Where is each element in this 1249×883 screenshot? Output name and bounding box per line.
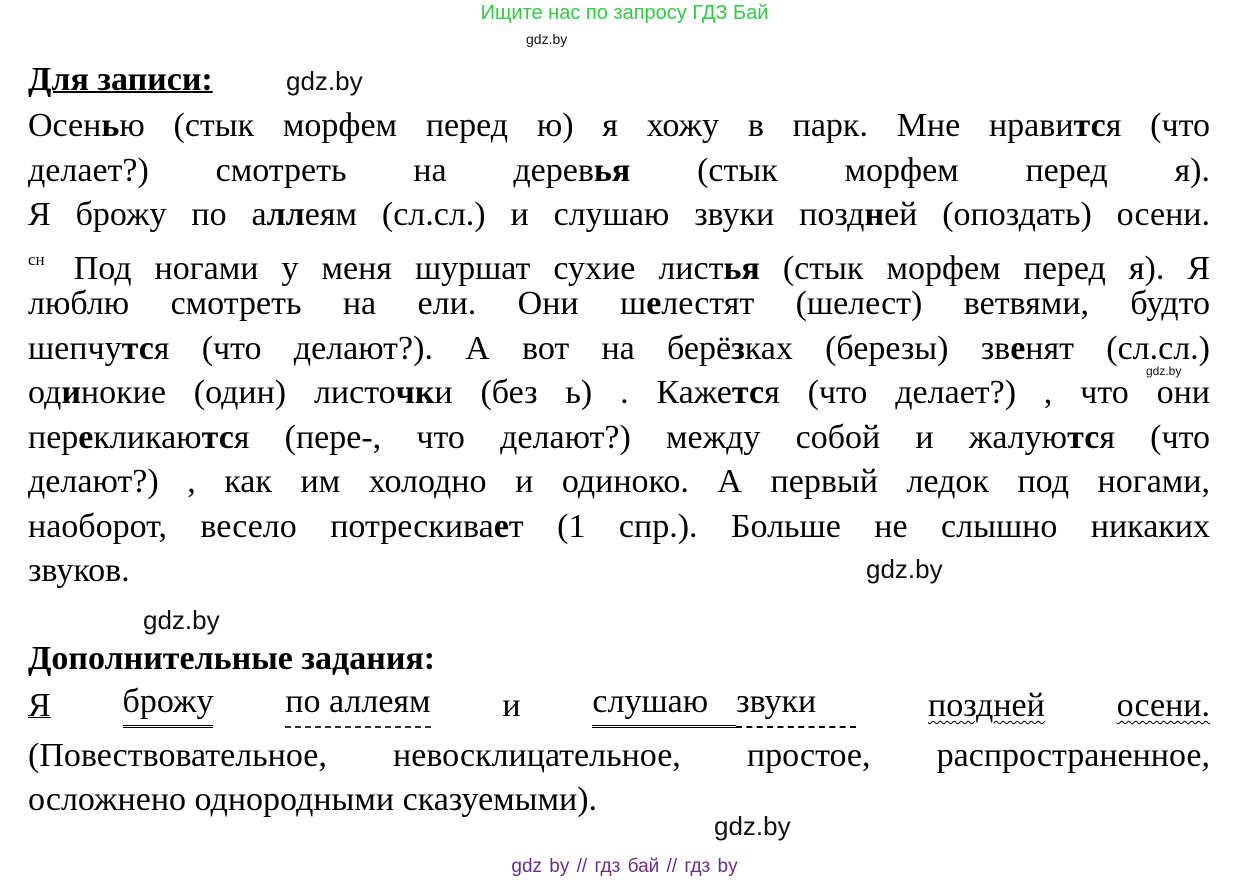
section-heading-for-writing: Для записи: <box>28 61 213 98</box>
text-line: Я брожу по аллеям (сл.сл.) и слушаю звуки поздней (опоздать) осени. <box>28 196 1210 233</box>
footer-links: gdz by // гдз бай // гдз by <box>511 856 738 877</box>
noun-word: осени. <box>1116 687 1210 724</box>
attribute-word: поздней <box>928 687 1045 724</box>
object-word: звуки <box>736 684 856 728</box>
watermark: gdz.by <box>714 811 791 841</box>
analysis-line: (Повествовательное, невосклицательное, простое, распространенное, <box>28 737 1210 774</box>
analysis-line: осложнено однородными сказуемыми). <box>28 781 598 818</box>
subject-word: Я <box>28 687 51 724</box>
predicate-word: слушаю <box>592 684 736 728</box>
text-line: перекликаются (пере-, что делают?) между собой и жалуются (что <box>28 418 1210 456</box>
adverbial-phrase: по аллеям <box>285 684 430 728</box>
text-line: наоборот, весело потрескивает (1 спр.). Больше не слышно никаких <box>28 507 1210 545</box>
watermark: gdz.by <box>866 554 943 584</box>
text-line: люблю смотреть на ели. Они шелестят (шелест) ветвями, будто <box>28 285 1210 322</box>
superscript-note: сн <box>28 249 45 269</box>
predicate-word: брожу <box>123 684 214 728</box>
watermark: gdz.by <box>1146 364 1182 378</box>
watermark: gdz.by <box>526 31 568 47</box>
watermark: gdz.by <box>143 605 220 635</box>
watermark: gdz.by <box>286 66 363 96</box>
text-line: делают?) , как им холодно и одиноко. А первый ледок под ногами, <box>28 463 1210 500</box>
conjunction-word: и <box>502 687 521 724</box>
dictation-text <box>28 104 1210 594</box>
sentence-analysis <box>28 734 1210 822</box>
parsed-sentence <box>28 684 1210 728</box>
section-heading-additional-tasks: Дополнительные задания: <box>28 640 436 677</box>
text-line: $^{сн}$ Под ногами у меня шуршат сухие листья (стык морфем перед я). Я <box>28 249 1210 287</box>
text-line: одинокие (один) листочки (без ь) . Кажется (что делает?) , что они <box>28 374 1210 411</box>
text-line: звуков. <box>28 552 130 589</box>
text-line: шепчутся (что делают?). А вот на берёзках (березы) звенят (сл.сл.) <box>28 329 1211 367</box>
text-line: Осенью (стык морфем перед ю) я хожу в парк. Мне нравится (что <box>28 107 1210 144</box>
text-line: делает?) смотреть на деревья (стык морфем перед я). <box>28 151 1210 189</box>
search-banner: Ищите нас по запросу ГДЗ Бай <box>480 2 769 24</box>
